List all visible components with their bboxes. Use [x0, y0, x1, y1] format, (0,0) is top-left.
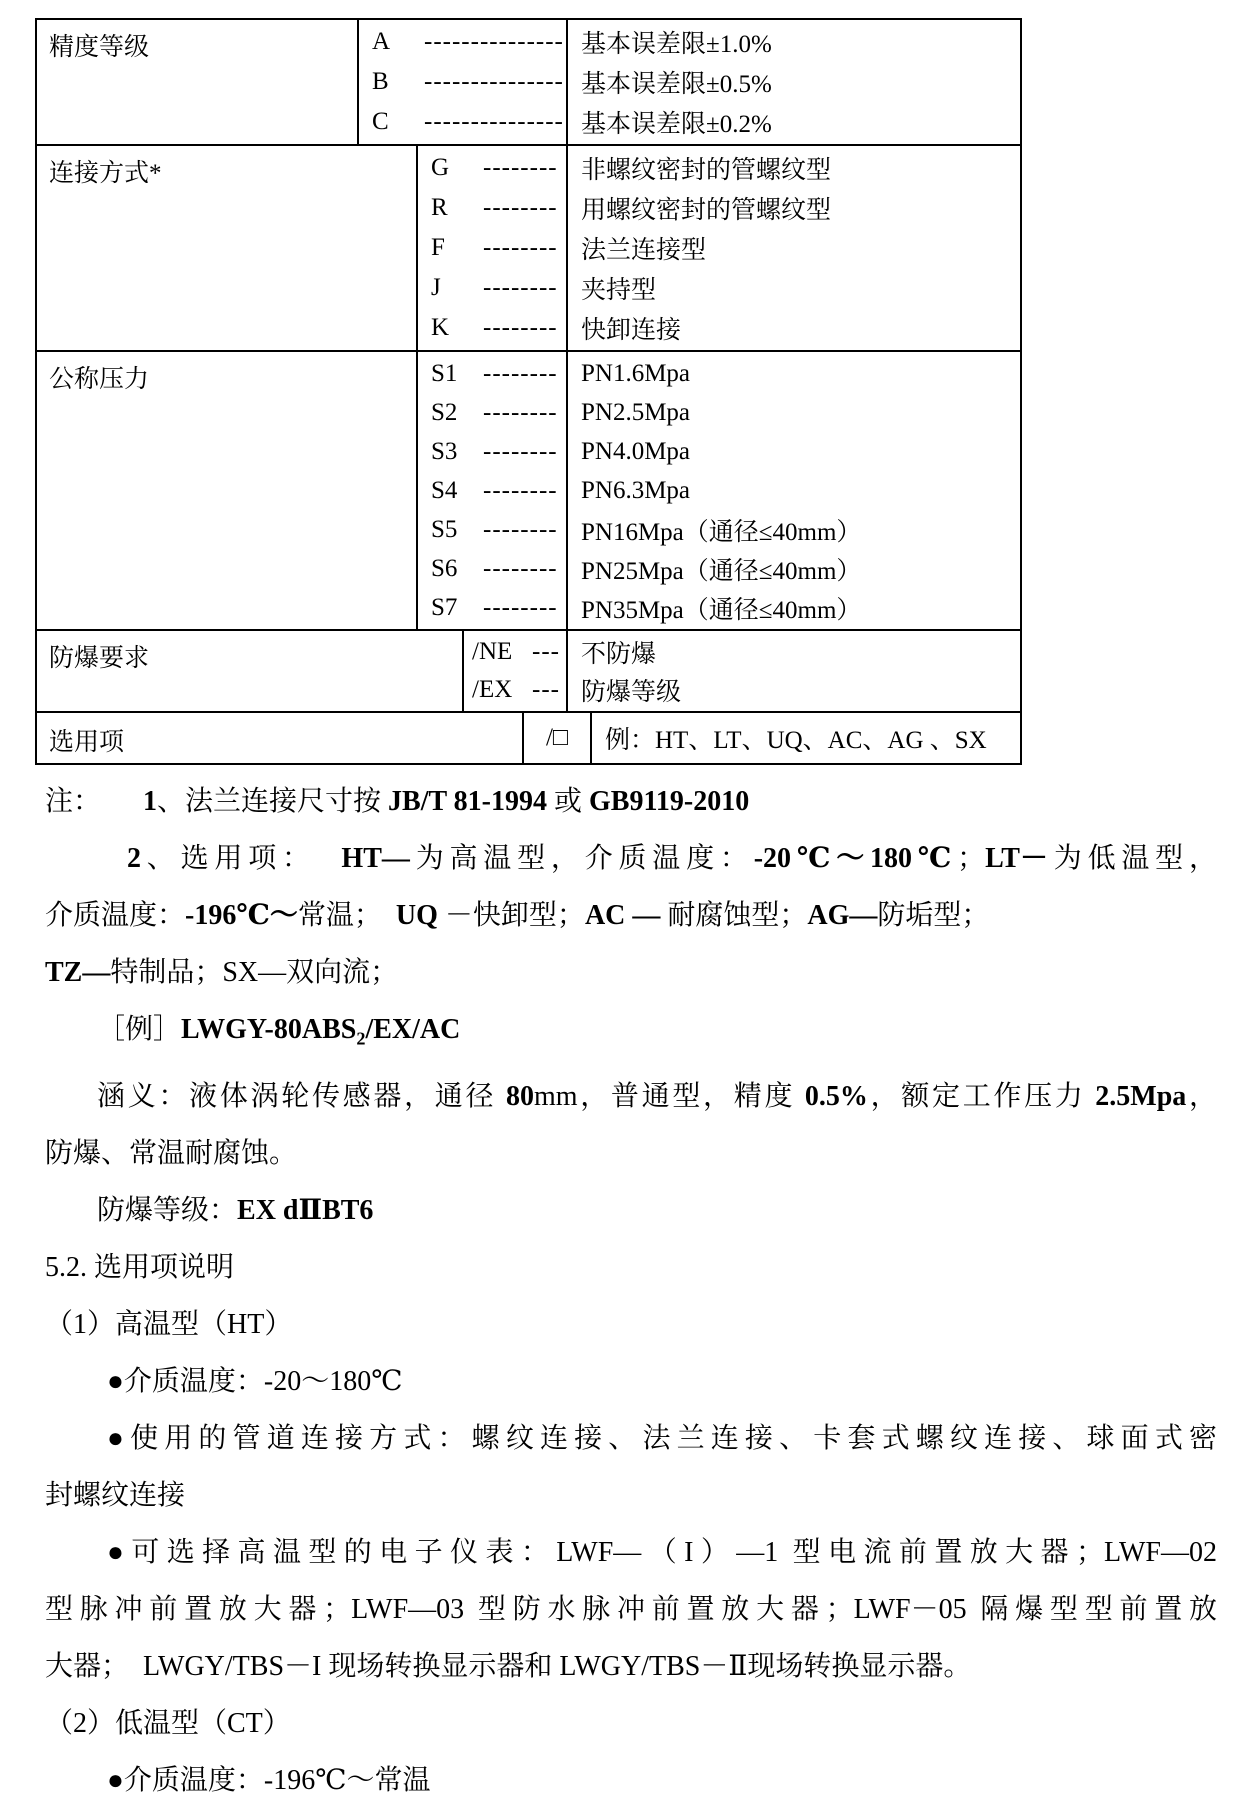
code-line — [431, 471, 566, 510]
desc-line: 基本误差限±0.2% — [581, 111, 772, 138]
code-line — [431, 354, 566, 393]
note-line — [45, 1467, 1217, 1524]
code-line — [431, 549, 566, 588]
dash-leader: -------- — [483, 194, 558, 221]
code-value: S5 — [431, 515, 458, 543]
code-cell — [462, 631, 568, 711]
table-row — [37, 629, 1020, 711]
text-segment: AG— — [807, 900, 878, 931]
code-value: G — [431, 154, 450, 181]
desc-line: 基本误差限±0.5% — [581, 71, 772, 98]
code-line — [431, 588, 566, 627]
code-value: R — [431, 194, 448, 221]
spec-table — [35, 18, 1022, 765]
desc-line: PN35Mpa（通径≤40mm） — [581, 596, 862, 624]
text-segment: ●使用的管道连接方式：螺纹连接、法兰连接、卡套式螺纹连接、球面式密 — [107, 1422, 1217, 1454]
note-line — [45, 1581, 1217, 1638]
code-value: S2 — [431, 398, 458, 426]
code-line — [372, 62, 566, 102]
code-value: K — [431, 314, 450, 341]
dash-leader: -------- — [483, 437, 558, 465]
text-segment: ； — [957, 843, 986, 874]
text-segment: 为低温型， — [1047, 843, 1217, 874]
dash-leader: -------- — [483, 314, 558, 341]
code-line — [431, 393, 566, 432]
code-line — [431, 148, 566, 188]
text-segment: 0.5% — [804, 1080, 868, 1112]
desc-line: 用螺纹密封的管螺纹型 — [581, 197, 832, 224]
text-segment: 大器； LWGY/TBS－I 现场转换显示器和 LWGY/TBS－Ⅱ现场转换显示器。 — [45, 1650, 972, 1682]
text-segment: －快卸型； — [444, 900, 585, 931]
desc-cell — [592, 713, 1020, 763]
text-segment: mm，普通型，精度 — [533, 1080, 805, 1112]
dash-leader: -------- — [483, 154, 558, 181]
text-segment: LWGY-80ABS — [181, 1014, 357, 1045]
code-value: S1 — [431, 359, 458, 387]
table-row — [37, 711, 1020, 763]
dash-leader: -------- — [483, 234, 558, 261]
desc-line: 夹持型 — [581, 277, 657, 304]
code-line — [431, 432, 566, 471]
text-segment: 耐腐蚀型； — [667, 900, 808, 931]
code-line — [431, 228, 566, 268]
text-segment: 、选用项： — [141, 843, 342, 874]
note-line — [45, 1125, 1217, 1182]
dash-leader: --------------- — [424, 28, 564, 55]
text-segment: JB/T 81-1994 — [388, 786, 547, 817]
text-segment: AC — — [584, 900, 668, 931]
desc-line: PN4.0Mpa — [581, 437, 691, 465]
desc-line: 基本误差限±1.0% — [581, 31, 772, 58]
text-segment: 2 — [127, 843, 141, 874]
note-line — [45, 1239, 1217, 1296]
code-cell — [357, 20, 568, 144]
dash-leader: --------------- — [424, 108, 564, 135]
desc-line: 非螺纹密封的管螺纹型 — [581, 157, 832, 184]
table-row — [37, 350, 1020, 629]
desc-cell — [568, 20, 1020, 144]
code-value: S4 — [431, 476, 458, 504]
text-segment: 防爆、常温耐腐蚀。 — [45, 1137, 298, 1169]
desc-line: PN6.3Mpa — [581, 476, 691, 504]
row-label: 防爆要求 — [49, 645, 150, 672]
desc-line: 快卸连接 — [581, 317, 682, 344]
note-line — [45, 830, 1217, 887]
code-line — [431, 188, 566, 228]
text-segment — [101, 786, 143, 817]
desc-line: PN25Mpa（通径≤40mm） — [581, 557, 862, 585]
text-segment: ， — [1186, 1080, 1217, 1112]
text-segment: 1 — [143, 786, 158, 817]
text-segment: ●可选择高温型的电子仪表：LWF—（I）—1 型电流前置放大器；LWF—02 — [107, 1536, 1217, 1568]
text-segment: ，额定工作压力 — [867, 1080, 1096, 1112]
dash-leader: -------- — [483, 359, 558, 387]
dash-leader: --- — [532, 638, 560, 665]
desc-line: 法兰连接型 — [581, 237, 707, 264]
text-segment: 注： — [45, 786, 102, 817]
code-line — [472, 633, 566, 671]
code-line — [372, 22, 566, 62]
text-segment: -20℃～180℃ — [753, 843, 958, 874]
desc-line: PN1.6Mpa — [581, 359, 691, 387]
text-segment: 2 — [356, 1028, 366, 1049]
text-segment: 常温； — [297, 900, 396, 931]
note-line — [45, 1752, 1217, 1809]
text-segment: UQ — [395, 900, 445, 931]
note-line — [45, 1001, 1217, 1068]
text-segment: /EX/AC — [365, 1014, 461, 1045]
code-value: /NE — [472, 638, 513, 665]
desc-line: PN2.5Mpa — [581, 398, 691, 426]
note-line — [45, 944, 1217, 1001]
text-segment: GB9119-2010 — [589, 786, 750, 817]
note-line — [45, 1524, 1217, 1581]
desc-line: 防爆等级 — [581, 679, 682, 706]
note-line — [45, 1638, 1217, 1695]
text-segment: 防爆等级： — [97, 1194, 238, 1226]
code-cell — [416, 146, 568, 350]
note-line — [45, 1068, 1217, 1125]
code-value: B — [372, 68, 389, 95]
note-line — [45, 1695, 1217, 1752]
code-line — [431, 510, 566, 549]
text-segment: 介质温度： — [45, 900, 186, 931]
row-label: 公称压力 — [49, 366, 150, 393]
note-line — [45, 1353, 1217, 1410]
text-segment: （2）低温型（CT） — [45, 1707, 291, 1739]
code-cell — [416, 352, 568, 629]
table-row — [37, 20, 1020, 144]
row-label: 连接方式* — [49, 160, 162, 187]
text-segment: 80 — [505, 1080, 534, 1112]
code-value: C — [372, 108, 389, 135]
text-segment: 涵义：液体涡轮传感器，通径 — [97, 1080, 506, 1112]
row-label: 精度等级 — [49, 34, 150, 61]
table-row — [37, 144, 1020, 350]
desc-cell — [568, 146, 1020, 350]
dash-leader: --- — [532, 676, 560, 703]
text-segment: TZ— — [45, 957, 111, 988]
text-segment: EX dⅡBT6 — [237, 1194, 374, 1226]
note-line — [45, 773, 1217, 830]
dash-leader: -------- — [483, 593, 558, 621]
code-value: S6 — [431, 554, 458, 582]
text-segment: -196℃～ — [185, 900, 298, 931]
text-segment: ［例］ — [97, 1014, 182, 1045]
dash-leader: -------- — [483, 398, 558, 426]
text-segment: 型脉冲前置放大器；LWF—03 型防水脉冲前置放大器；LWF－05 隔爆型型前置放 — [45, 1593, 1217, 1625]
code-value: F — [431, 234, 445, 261]
code-line — [431, 308, 566, 348]
code-line — [431, 268, 566, 308]
code-value: S3 — [431, 437, 458, 465]
dash-leader: -------- — [483, 515, 558, 543]
code-line — [372, 102, 566, 142]
desc-line: PN16Mpa（通径≤40mm） — [581, 518, 862, 546]
desc-cell — [568, 631, 1020, 711]
note-line — [45, 887, 1217, 944]
option-box-cell: /□ — [522, 713, 592, 763]
text-segment: LT－ — [985, 843, 1048, 874]
text-segment: 2.5Mpa — [1095, 1080, 1187, 1112]
text-segment: 特制品；SX—双向流； — [110, 957, 399, 988]
text-segment: （1）高温型（HT） — [45, 1308, 293, 1340]
notes — [45, 773, 1217, 1809]
dash-leader: --------------- — [424, 68, 564, 95]
dash-leader: -------- — [483, 554, 558, 582]
desc-cell — [568, 352, 1020, 629]
text-segment: 5.2. 选用项说明 — [45, 1251, 235, 1283]
desc-line: 例：HT、LT、UQ、AC、AG 、SX — [605, 727, 987, 754]
row-label: 选用项 — [49, 729, 125, 756]
text-segment: 防垢型； — [877, 900, 990, 931]
code-line — [472, 671, 566, 709]
note-line — [45, 1182, 1217, 1239]
text-segment: 为高温型，介质温度： — [409, 843, 754, 874]
text-segment: ●介质温度：-20～180℃ — [107, 1365, 403, 1397]
code-value: S7 — [431, 593, 458, 621]
note-line — [45, 1296, 1217, 1353]
code-value: A — [372, 28, 391, 55]
text-segment: 或 — [546, 786, 589, 817]
desc-line: 不防爆 — [581, 641, 657, 668]
dash-leader: -------- — [483, 476, 558, 504]
text-segment: 封螺纹连接 — [45, 1479, 186, 1511]
text-segment: ●介质温度：-196℃～常温 — [107, 1764, 431, 1796]
code-value: J — [431, 274, 441, 301]
text-segment: HT— — [341, 843, 410, 874]
note-line — [45, 1410, 1217, 1467]
code-value: /EX — [472, 676, 513, 703]
dash-leader: -------- — [483, 274, 558, 301]
text-segment: 、法兰连接尺寸按 — [157, 786, 389, 817]
